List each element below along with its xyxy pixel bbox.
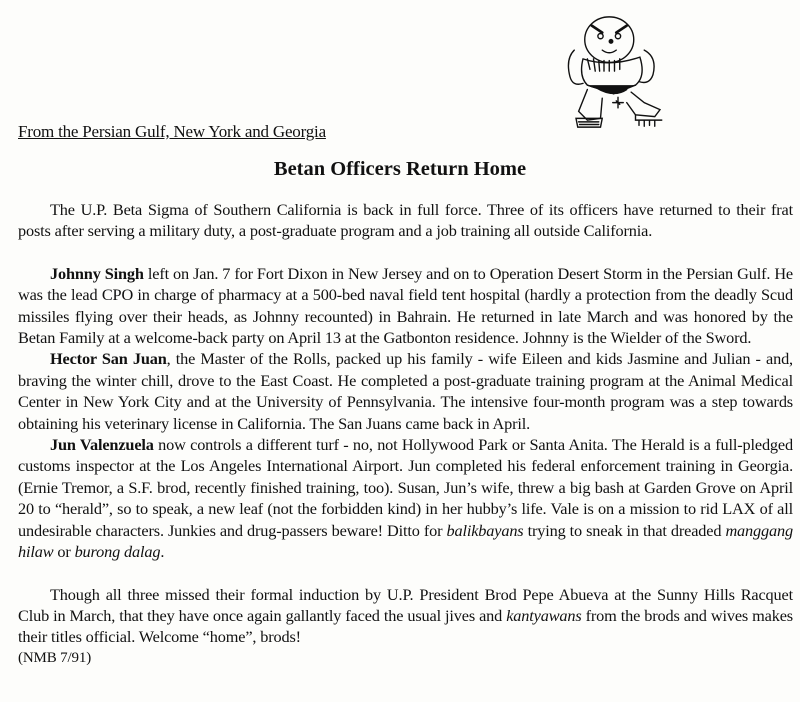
- johnny-paragraph: [18, 263, 793, 349]
- paragraph-text: .: [160, 542, 165, 562]
- hector-paragraph: [18, 348, 793, 434]
- italic-term: manggang hilaw: [18, 520, 793, 562]
- paragraph-text: from the brods and wives makes their titles official. Welcome “home”, brods!: [18, 605, 793, 647]
- paragraph-text: now controls a different turf - no, not Hollywood Park or Santa Anita. The Herald is a full-pledged customs inspector at the Los Angeles International Airport. Jun completed his federal enforcement training in Georgia. (Ernie Tremor, a S.F. brod, recently finished training, too). Susan, Jun’s wife, threw a big bash at Garden Grove on April 20 to “herald”, so to speak, a new leaf (not the forbidden kind) in her hubby’s life. Vale is on a mission to rid LAX of all undesirable characters. Junkies and drug-passers beware! Ditto for: [18, 435, 793, 540]
- italic-term: burong dalag: [74, 542, 161, 562]
- article-title: Betan Officers Return Home: [273, 158, 527, 180]
- article-body: [18, 199, 793, 669]
- italic-term: kantyawans: [506, 605, 582, 625]
- person-name: Jun Valenzuela: [50, 435, 154, 455]
- cartoon-wrestler-illustration: [548, 2, 688, 142]
- jun-paragraph: [18, 434, 793, 562]
- paragraph-text: , the Master of the Rolls, packed up his family - wife Eileen and kids Jasmine and Julian - and, braving the winter chill, drove to the East Coast. He completed a post-graduate training program at the Animal Medical Center in New York City and at the University of Pennsylvania. The intensive four-month program was a step towards obtaining his veterinary license in California. The San Juans came back in April.: [18, 349, 793, 433]
- italic-term: balikbayans: [446, 520, 524, 540]
- paragraph-text: or: [53, 542, 75, 562]
- person-name: Hector San Juan: [50, 349, 167, 369]
- person-name: Johnny Singh: [50, 263, 144, 283]
- intro-paragraph: The U.P. Beta Sigma of Southern California is back in full force. Three of its officers have returned to their frat posts after serving a military duty, a post-graduate program and a job training all outside California.: [18, 200, 793, 241]
- paragraph-text: left on Jan. 7 for Fort Dixon in New Jersey and on to Operation Desert Storm in the Persian Gulf. He was the lead CPO in charge of pharmacy at a 500-bed naval field tent hospital (hardly a protection from the deadly Scud missiles flying over their heads, as Johnny recounted) in Bahrain. He returned in late March and was honored by the Betan Family at a welcome-back party on April 13 at the Gatbonton residence. Johnny is the Wielder of the Sword.: [18, 263, 794, 348]
- closing-paragraph: [18, 584, 793, 648]
- paragraph-text: trying to sneak in that dreaded: [523, 520, 726, 540]
- author-signature: (NMB 7/91): [18, 649, 92, 666]
- paragraph-text: Though all three missed their formal induction by U.P. President Brod Pepe Abueva at the Sunny Hills Racquet Club in March, that they have once again gallantly faced the usual jives and: [18, 584, 793, 625]
- section-kicker: From the Persian Gulf, New York and Georgia: [18, 122, 326, 141]
